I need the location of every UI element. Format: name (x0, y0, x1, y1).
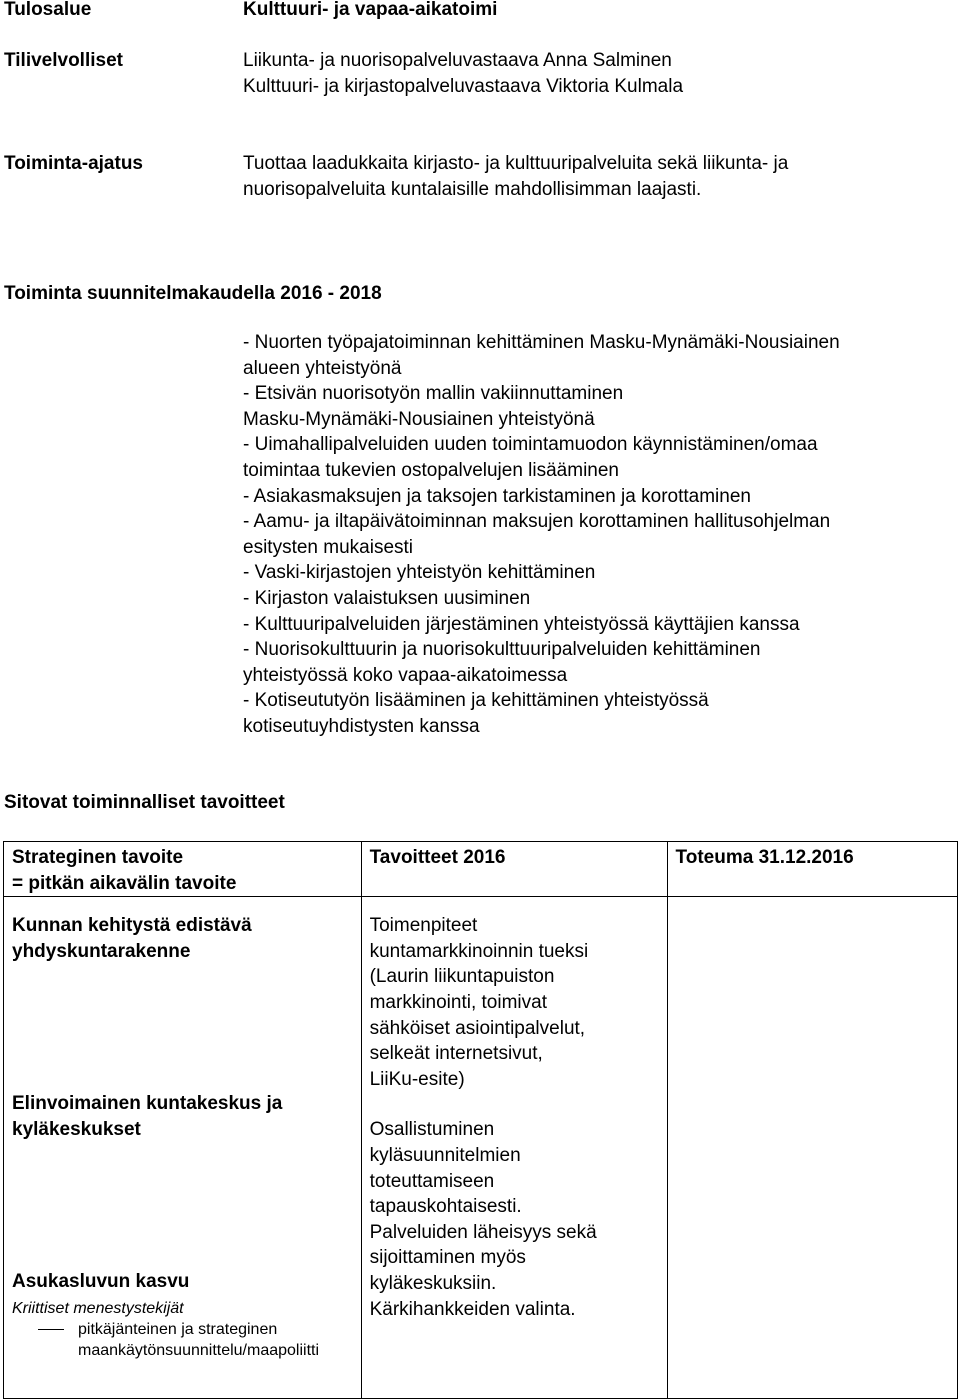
goals-body-row (4, 897, 958, 1399)
critical-factors-title: Kriittiset menestystekijät (12, 1300, 184, 1318)
strategic-goal-2 (12, 1091, 353, 1142)
strategic-goal-1 (12, 913, 353, 964)
header-strategic-goal-line-1: Strateginen tavoite (12, 847, 184, 868)
header-strategic-goal-line-2: = pitkän aikavälin tavoite (12, 872, 237, 894)
label-tulosalue: Tulosalue (4, 0, 92, 20)
critical-factor-line-1: pitkäjänteinen ja strateginen (78, 1321, 278, 1339)
plan-list (243, 330, 840, 740)
value-toiminta-ajatus (243, 151, 953, 202)
plan-line: yhteistyössä koko vapaa-aikatoimessa (243, 664, 568, 686)
strategic-goal-1-line-1: Kunnan kehitystä edistävä (12, 915, 252, 937)
targets-block-1 (370, 913, 659, 1092)
plan-line: - Nuorisokulttuurin ja nuorisokulttuuripalveluiden kehittäminen (243, 639, 761, 661)
result-cell (667, 897, 957, 1399)
strategic-goal-2-line-1: Elinvoimainen kuntakeskus ja (12, 1093, 283, 1115)
plan-title: Toiminta suunnitelmakaudella 2016 - 2018 (4, 283, 382, 304)
header-targets-2016: Tavoitteet 2016 (361, 842, 667, 897)
plan-line: - Aamu- ja iltapäivätoiminnan maksujen korottaminen hallitusohjelman (243, 511, 831, 533)
tilivelvollinen-1: Liikunta- ja nuorisopalveluvastaava Anna Salminen (243, 50, 672, 71)
target-line: toteuttamiseen (369, 1170, 495, 1192)
plan-line: kotiseutuyhdistysten kanssa (243, 715, 480, 737)
target-line: kyläkeskuksiin. (369, 1272, 497, 1294)
plan-line: - Kulttuuripalveluiden järjestäminen yhteistyössä käyttäjien kanssa (243, 613, 800, 635)
toiminta-ajatus-line-2: nuorisopalveluita kuntalaisille mahdollisimman laajasti. (243, 178, 702, 200)
label-toiminta-ajatus: Toiminta-ajatus (4, 153, 143, 174)
plan-line: Masku-Mynämäki-Nousiainen yhteistyönä (243, 408, 595, 430)
value-tilivelvolliset (243, 48, 953, 99)
critical-factors-list (12, 1319, 353, 1361)
target-line: Toimenpiteet (369, 915, 478, 937)
dash-bullet (38, 1329, 64, 1330)
plan-line: - Vaski-kirjastojen yhteistyön kehittäminen (243, 562, 596, 584)
target-line: Palveluiden läheisyys sekä (369, 1221, 597, 1243)
target-line: selkeät internetsivut, (369, 1043, 543, 1065)
strategic-goal-3 (12, 1269, 353, 1295)
label-tilivelvolliset: Tilivelvolliset (4, 50, 123, 71)
value-tulosalue: Kulttuuri- ja vapaa-aikatoimi (243, 0, 498, 20)
strategic-goals-cell (4, 897, 362, 1399)
plan-line: esitysten mukaisesti (243, 536, 414, 558)
targets-cell (361, 897, 667, 1399)
toiminta-ajatus-line-1: Tuottaa laadukkaita kirjasto- ja kulttuuripalveluita sekä liikunta- ja (243, 153, 789, 174)
goals-section-title: Sitovat toiminnalliset tavoitteet (4, 792, 285, 813)
goals-table (3, 841, 958, 1399)
target-line: markkinointi, toimivat (369, 991, 547, 1013)
plan-line: - Uimahallipalveluiden uuden toimintamuodon käynnistäminen/omaa (243, 434, 818, 456)
target-line: sähköiset asiointipalvelut, (369, 1017, 586, 1039)
target-line: sijoittaminen myös (369, 1247, 526, 1269)
plan-line: toimintaa tukevien ostopalvelujen lisääminen (243, 459, 620, 481)
strategic-goal-3-line-1: Asukasluvun kasvu (12, 1270, 190, 1292)
plan-line: - Etsivän nuorisotyön mallin vakiinnuttaminen (243, 383, 624, 405)
plan-line: - Kirjaston valaistuksen uusiminen (243, 587, 531, 609)
plan-line: - Nuorten työpajatoiminnan kehittäminen Masku-Mynämäki-Nousiainen (243, 332, 840, 353)
target-line: kyläsuunnitelmien (369, 1144, 521, 1166)
critical-factor-line-2: maankäytönsuunnittelu/maapoliitti (78, 1342, 320, 1360)
target-line: LiiKu-esite) (369, 1068, 465, 1090)
target-line: tapauskohtaisesti. (369, 1196, 522, 1218)
header-result-2016: Toteuma 31.12.2016 (667, 842, 957, 897)
strategic-goal-1-line-2: yhdyskuntarakenne (12, 940, 191, 962)
targets-block-2 (370, 1117, 659, 1322)
plan-line: - Asiakasmaksujen ja taksojen tarkistaminen ja korottaminen (243, 485, 751, 507)
tilivelvollinen-2: Kulttuuri- ja kirjastopalveluvastaava Viktoria Kulmala (243, 75, 684, 97)
goals-header-row (4, 842, 958, 897)
header-strategic-goal (4, 842, 362, 897)
plan-line: - Kotiseututyön lisääminen ja kehittäminen yhteistyössä (243, 690, 709, 712)
target-line: (Laurin liikuntapuiston (369, 966, 555, 988)
target-line: kuntamarkkinoinnin tueksi (369, 940, 589, 962)
target-line: Osallistuminen (369, 1119, 495, 1141)
target-line: Kärkihankkeiden valinta. (369, 1298, 576, 1320)
strategic-goal-2-line-2: kyläkeskukset (12, 1118, 141, 1140)
plan-line: alueen yhteistyönä (243, 357, 402, 379)
